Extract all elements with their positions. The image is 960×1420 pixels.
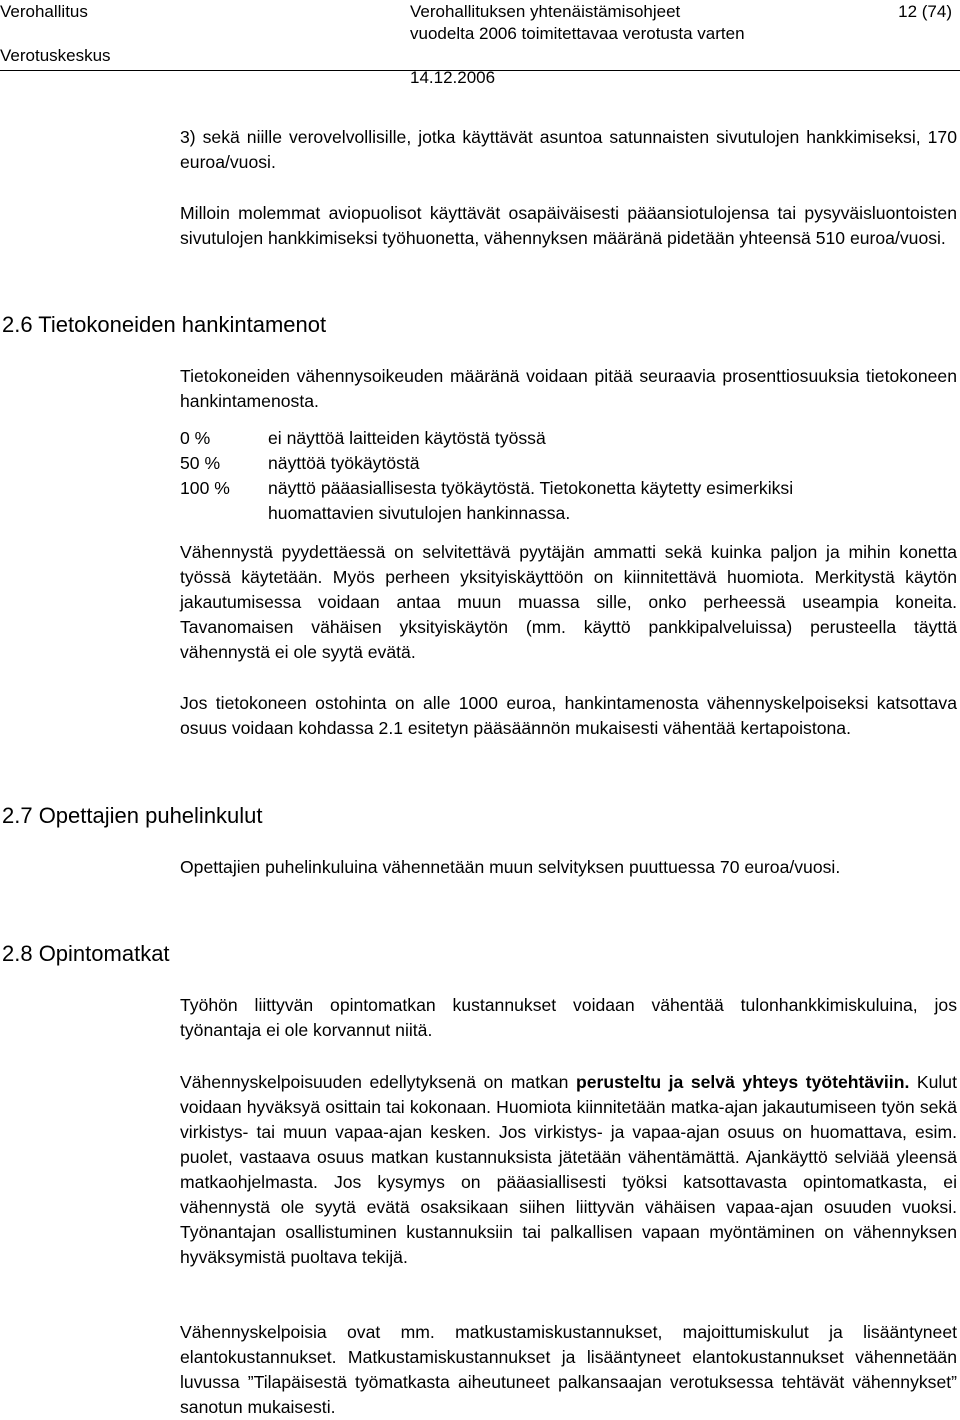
- header-page-number: 12 (74): [898, 2, 952, 21]
- paragraph-deductible-items: Vähennyskelpoisia ovat mm. matkustamiskustannukset, majoittumiskulut ja lisääntyneet elantokustannukset. Matkustamiskustannukset ja lisääntyneet elantokustannukset vähennetään luvussa ”Tilapäisestä työmatkasta aiheutuneet palkansaajan verotuksessa tehtävät vähennykset” sanotun mukaisesti.: [180, 1322, 957, 1417]
- paragraph-teacher-phone: Opettajien puhelinkuluina vähennetään muun selvityksen puuttuessa 70 euroa/vuosi.: [180, 857, 841, 877]
- percentage-value: 0 %: [180, 428, 211, 448]
- header-doc-title-line2: vuodelta 2006 toimitettavaa verotusta varten: [410, 24, 745, 43]
- paragraph-item-3: 3) sekä niille verovelvollisille, jotka käyttävät asuntoa satunnaisten sivutulojen hankkimiseksi, 170 euroa/vuosi.: [180, 127, 957, 172]
- percentage-description: näyttöä työkäytöstä: [268, 453, 420, 473]
- heading-2-6: 2.6 Tietokoneiden hankintamenot: [2, 312, 327, 337]
- header-unit: Verotuskeskus: [0, 46, 111, 65]
- paragraph-one-time-depreciation: Jos tietokoneen ostohinta on alle 1000 euroa, hankintamenosta vähennyskelpoiseksi katsottava osuus voidaan kohdassa 2.1 esitetyn pääsäännön mukaisesti vähentää kertapoistona.: [180, 693, 957, 738]
- heading-2-7: 2.7 Opettajien puhelinkulut: [2, 803, 263, 828]
- paragraph-claim-details: Vähennystä pyydettäessä on selvitettävä pyytäjän ammatti sekä kuinka paljon ja mihin konetta työssä käytetään. Myös perheen yksityiskäyttöön on kiinnitettävä huomiota. Merkitystä käytön jakautumisessa voidaan antaa muun muassa sille, onko perheessä useampia koneita. Tavanomaisen vähäisen yksityiskäytön (mm. käyttö pankkipalveluissa) perusteella täyttä vähennystä ei ole syytä evätä.: [180, 542, 957, 662]
- percentage-row: [180, 451, 420, 476]
- percentage-row: [180, 426, 546, 451]
- header-rule: [0, 70, 960, 71]
- paragraph-spouses: Milloin molemmat aviopuolisot käyttävät osapäiväisesti pääansiotulojensa tai pysyväisluontoisten sivutulojen hankkimiseksi työhuonetta, vähennyksen määränä pidetään yhteensä 510 euroa/vuosi.: [180, 203, 957, 248]
- paragraph-study-trip-conditions: [180, 1070, 957, 1270]
- header-doc-title-line1: Verohallituksen yhtenäistämisohjeet: [410, 2, 681, 21]
- percentage-description: näyttö pääasiallisesta työkäytöstä. Tietokonetta käytetty esimerkiksi: [268, 478, 794, 498]
- emphasis-text: perusteltu ja selvä yhteys työtehtäviin.: [576, 1072, 910, 1092]
- percentage-row: [180, 476, 793, 501]
- percentage-continuation: huomattavien sivutulojen hankinnassa.: [268, 503, 571, 523]
- text-run: Kulut voidaan hyväksyä osittain tai kokonaan. Huomiota kiinnitetään matka-ajan jakautumiseen työn sekä virkistys- tai muun vapaa-ajan kesken. Jos virkistys- ja vapaa-ajan osuus on huomattava, esim. puolet, vastaava osuus matkan kustannuksista jätetään vähentämättä. Ajankäyttö selviää yleensä matkaohjelmasta. Jos kysymys on pääasiallisesti työksi katsottavasta opintomatkasta, ei vähennystä ole syytä evätä osaksikaan siihen liittyvän vähäisen vapaa-ajan osuuden vuoksi. Työnantajan osallistuminen kustannuksiin tai palkallisen vapaan myöntäminen on vähennyksen hyväksymistä puoltava tekijä.: [180, 1072, 957, 1267]
- paragraph-study-trip-costs: Työhön liittyvän opintomatkan kustannukset voidaan vähentää tulonhankkimiskuluina, jos työnantaja ei ole korvannut niitä.: [180, 995, 957, 1040]
- text-run: Vähennyskelpoisuuden edellytyksenä on matkan: [180, 1072, 577, 1092]
- heading-2-8: 2.8 Opintomatkat: [2, 941, 170, 966]
- header-date: 14.12.2006: [410, 68, 496, 87]
- paragraph-computer-intro: Tietokoneiden vähennysoikeuden määränä voidaan pitää seuraavia prosenttiosuuksia tietokoneen hankintamenosta.: [180, 366, 957, 411]
- percentage-description: ei näyttöä laitteiden käytöstä työssä: [268, 428, 546, 448]
- header-org: Verohallitus: [0, 2, 88, 21]
- percentage-value: 50 %: [180, 453, 221, 473]
- percentage-value: 100 %: [180, 478, 230, 498]
